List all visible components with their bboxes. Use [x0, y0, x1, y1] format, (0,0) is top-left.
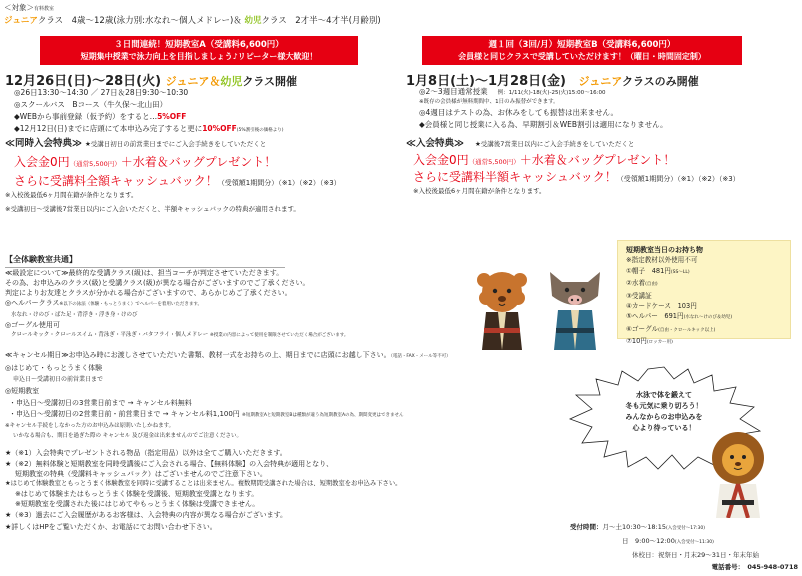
section-b-gift-1: 入会金0円（通常5,500円）＋水着＆バッグプレゼント！ [413, 153, 676, 167]
banner-short-course-b: 週１回（3回/月）短期教室B（受講料6,600円） 会員様と同じクラスで受講していただけます！（曜日・時間固定制） [422, 36, 742, 65]
cancel-policy: ≪キャンセル期日≫お申込み時にお渡しさせていただいた書類、教材一式をお持ちの上、期日までに店頭にお越し下さい。（電話・FAX・メール等不可） ◎はじめて・もっとうまく体験 申込日〜受講初日の前営業日まで ◎短期教室 ・申込日〜受講初日の3営業日前まで → キャンセル料無料 ・申込日〜受講初日の2営業日前・前営業日まで → キャンセル料1,100円 ※短期教室Aと短期教室Bは種類が違う為短期教室Aの為、期間変更はできません ※キャンセル手続をしなかった方のお申込みは原則いたしかねます。 いかなる場合も、期日を過ぎた際の キャンセル 及び返金は出来ませんのでご注意ください。 [5, 351, 451, 439]
boar-mascot-icon [550, 272, 600, 350]
phone-number: 電話番号： 045-948-0718 [711, 563, 798, 571]
item-5: ⑤ヘルパー 691円(水なれ〜けのび＆幼児) [626, 312, 733, 321]
section-a-gift-2: さらに受講料全額キャッシュバック！（受領額1期間分）（※1）（※2）（※3） [14, 174, 341, 188]
items-title: 短期教室当日のお持ち物 [626, 246, 703, 254]
section-b-bullets: ◎2〜3週目通常授業 例：1/11(火)-18(火)-25(火)15:00〜16:00 ※既存の会員様が無料期間中、1日のみ振替ができます。 ◎4週目はテストの為、お休みをしても振替は出来ません。 ◆会員様と同じ授業に入る為、早期割引＆WEB割引は適用になりません。 [419, 87, 668, 129]
mascot-illustration [466, 262, 616, 354]
class-line: ジュニアクラス 4歳〜12歳(泳力別:水なれ〜個人メドレー)＆ 幼児クラス 2才半〜4才半(月齢別) [4, 16, 381, 26]
banner-short-course-a: ３日間連続！短期教室A（受講料6,600円） 短期集中授業で泳力向上を目指しましょう♪リピーター様大歓迎！ [40, 36, 358, 65]
common-title: 【全体験教室共通】 [5, 255, 77, 264]
section-b-tokuten: ≪入会特典≫ ★受講後7営業日以内にご入会手続きをしていただくと [406, 138, 635, 149]
footer-info: 受付時間：月〜土10:30〜18:15(入会受付〜17:30) 日 9:00〜12:00(入会受付〜11:30) 休校日：祝祭日・月末29〜31日・年末年始 電話番号： 045-948-0718 [570, 523, 798, 571]
section-a-heading: 12月26日(日)〜28日(火) ジュニア＆幼児クラス開催 [5, 74, 298, 89]
lion-mascot-icon [708, 430, 768, 518]
section-a-bullets: ◎26日13:30〜14:30 ／ 27日＆28日9:30〜10:30 ◎スクールバス Bコース（牛久保〜北山田） ◆WEBから事前登録（仮予約）をすると…5%OFF ◆12月12日(日)までに店頭にて本申込み完了すると更に10%OFF(5%割引後の価格より) [14, 88, 284, 133]
dog-mascot-icon [477, 272, 527, 350]
item-2: ②水着(自由) [626, 279, 658, 288]
item-7: ⑦10円(ロッカー用) [626, 337, 673, 346]
item-4: ④カードケース 103円 [626, 302, 697, 311]
bubble-text: 水泳で体を鍛えて 冬も元気に乗り切ろう！ みんなからのお申込みを 心より待っている！ [625, 391, 703, 432]
target-line: ＜対象＞有料教室 [4, 3, 55, 12]
item-6: ⑥ゴーグル(自由・クロールキック以上) [626, 324, 716, 333]
section-b-note-1: ※入校後最低6ヶ月間在籍が条件となります。 [413, 187, 546, 195]
section-b-gift-2: さらに受講料半額キャッシュバック！（受領額1期間分）（※1）（※2）（※3） [413, 170, 740, 184]
section-a-gift-1: 入会金0円（通常5,500円）＋水着＆バッグプレゼント！ [14, 155, 277, 169]
common-body: ≪級設定について≫最終的な受講クラス(級)は、担当コーチが判定させていただきます。 その為、お申込みのクラス(級)と受講クラス(級)が異なる場合がございますのでご了承ください。 判定によりお友達とクラスが分かれる場合がございますので、あらかじめご了承ください。 ◎ヘルパークラス※以下の泳法（体験・もっとうまく）でヘルパーを着用いただきます。 水なれ・けのび・ばた足・背浮き・浮き身・けのび ◎ゴーグル使用可 クロールキック・クロールスイム・背泳ぎ・平泳ぎ・バタフライ・個人メドレー ※授業の内容によって使用を制限させていただく場合がございます。 [5, 269, 349, 338]
section-a-note-2: ※受講初日〜受講後7営業日以内にご入会いただくと、半額キャッシュバックの特典が適用されます。 [5, 205, 300, 213]
items-subtitle: ※指定教材以外使用不可 [626, 256, 698, 265]
item-3: ③受講証 [626, 291, 652, 300]
section-b-heading: 1月8日(土)〜1月28日(金) ジュニアクラスのみ開催 [406, 74, 699, 89]
star-notes: ★（※1）入会特典でプレゼントされる物品（指定用品）以外は全てご購入いただきます。 ★（※2）無料体験と短期教室を同時受講後にご入会される場合、【無料体験】の入会特典が適用となり、 短期教室の特典（受講料キャッシュバック）はございませんのでご注意下さい。 ★はじめて体験教室ともっとうまく体験教室を同時に受講することは出来ません。複数期間受講された場合は、短期教室をお申込み下さい。 ※はじめて体験またはもっとうまく体験を受講後、短期教室受講となります。 ※短期教室を受講された後にはじめてやもっとうまく体験は受講できません。 ★（※3）過去にご入会履歴があるお客様は、入会特典の内容が異なる場合がございます。 ★詳しくはHPをご覧いただくか、お電話にてお問い合わせ下さい。 [5, 449, 402, 531]
items-box [617, 240, 791, 346]
section-a-note-1: ※入校後最低6ヶ月間在籍が条件となります。 [5, 191, 138, 199]
section-a-tokuten: ≪同時入会特典≫ ★受講日初日の前営業日までにご入会手続きをしていただくと [5, 138, 267, 149]
item-1: ①帽子 481円(SS〜LL) [626, 266, 690, 275]
